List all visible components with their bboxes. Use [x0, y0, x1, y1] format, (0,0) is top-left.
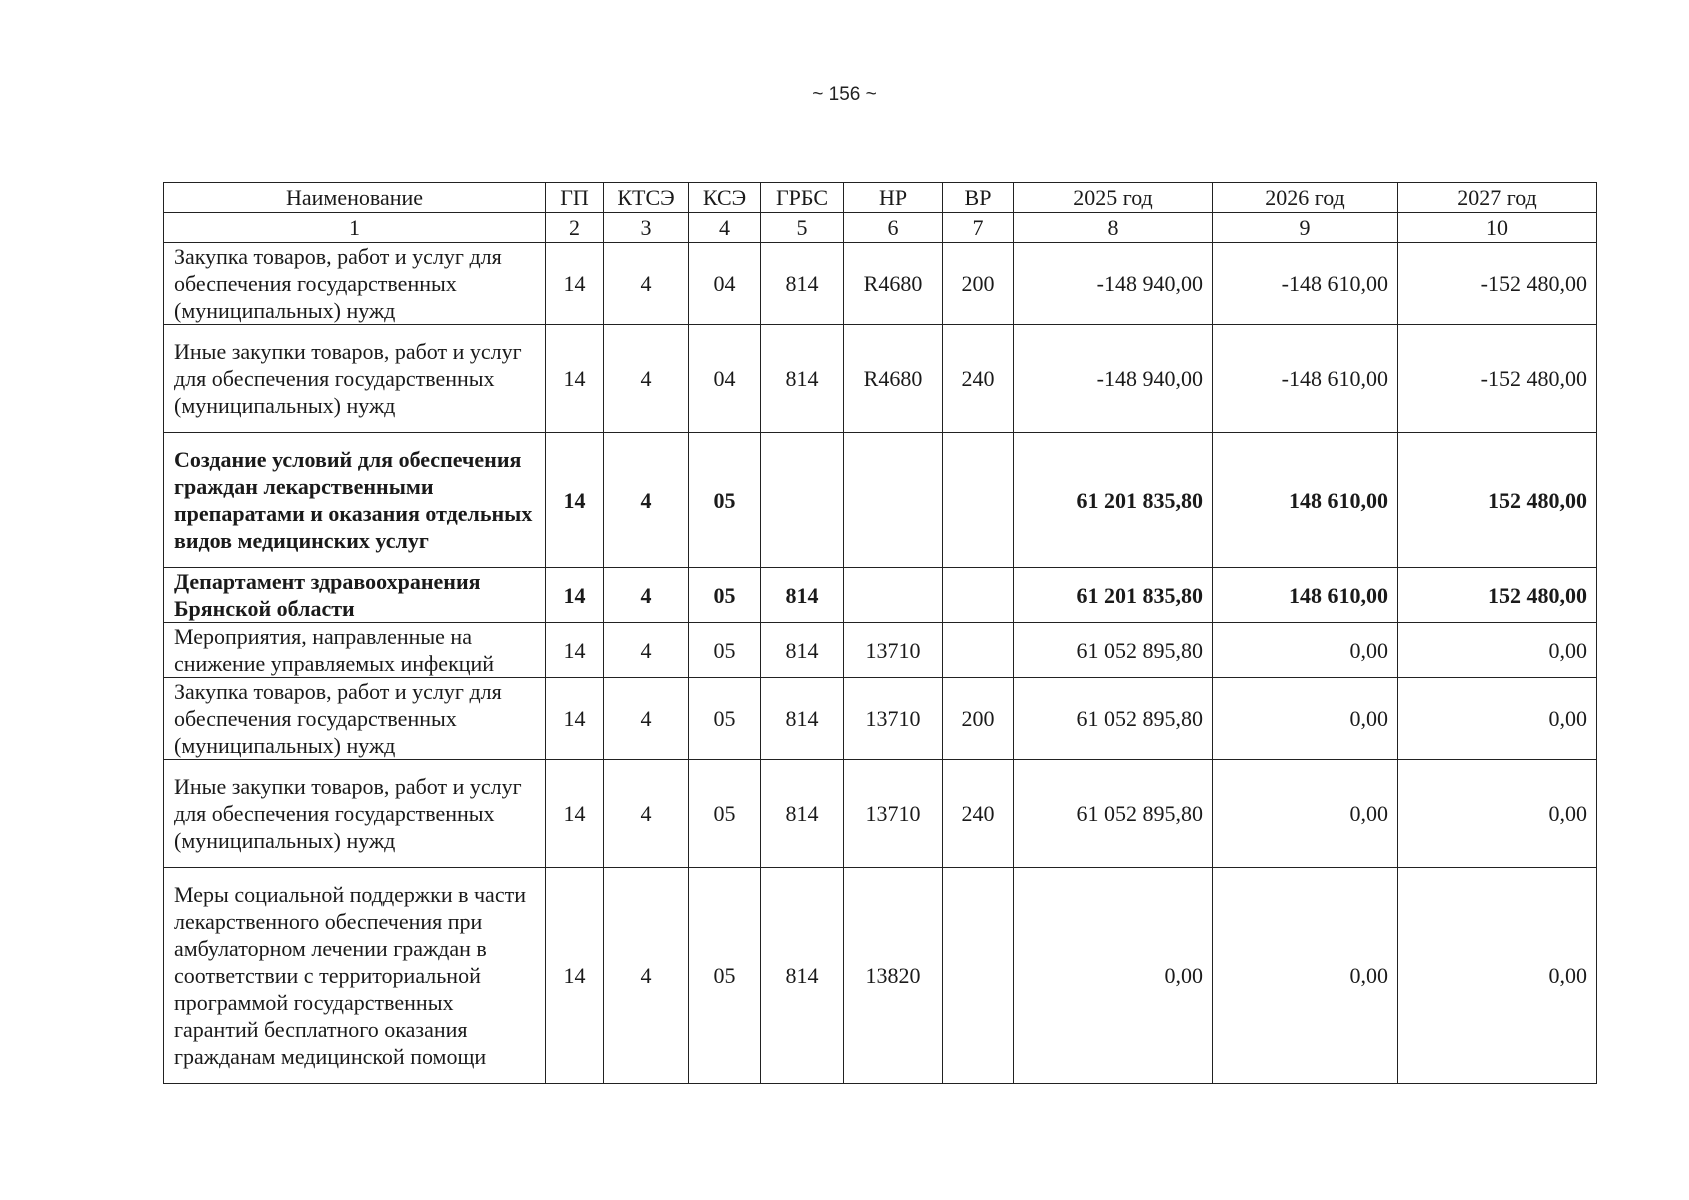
cell-2026: 0,00	[1213, 678, 1398, 760]
cell-nr: R4680	[844, 243, 943, 325]
cell-2025: 61 052 895,80	[1014, 623, 1213, 678]
table-row	[164, 868, 1597, 1084]
cell-2027: 152 480,00	[1398, 568, 1597, 623]
page-number: ~ 156 ~	[812, 84, 877, 105]
header-2025: 2025 год	[1014, 183, 1213, 213]
cell-vr: 200	[943, 243, 1014, 325]
cell-ktse: 4	[604, 623, 689, 678]
column-number: 10	[1398, 213, 1597, 243]
cell-nr: 13710	[844, 760, 943, 868]
table-row	[164, 325, 1597, 433]
cell-name: Иные закупки товаров, работ и услуг для обеспечения государственных (муниципальных) нужд	[164, 325, 546, 433]
column-number: 6	[844, 213, 943, 243]
cell-2025: 61 052 895,80	[1014, 760, 1213, 868]
cell-name: Мероприятия, направленные на снижение управляемых инфекций	[164, 623, 546, 678]
cell-2025: 61 052 895,80	[1014, 678, 1213, 760]
column-number: 2	[546, 213, 604, 243]
cell-grbs: 814	[761, 760, 844, 868]
table-row	[164, 678, 1597, 760]
table-row	[164, 433, 1597, 568]
cell-gp: 14	[546, 325, 604, 433]
cell-2026: -148 610,00	[1213, 325, 1398, 433]
header-ktse: КТСЭ	[604, 183, 689, 213]
cell-2026: 148 610,00	[1213, 568, 1398, 623]
budget-table	[163, 182, 1597, 1084]
cell-gp: 14	[546, 243, 604, 325]
cell-name: Создание условий для обеспечения граждан лекарственными препаратами и оказания отдельных видов медицинских услуг	[164, 433, 546, 568]
cell-name: Закупка товаров, работ и услуг для обеспечения государственных (муниципальных) нужд	[164, 243, 546, 325]
cell-nr	[844, 568, 943, 623]
cell-nr: R4680	[844, 325, 943, 433]
cell-2025: -148 940,00	[1014, 243, 1213, 325]
column-number: 1	[164, 213, 546, 243]
cell-2025: 0,00	[1014, 868, 1213, 1084]
column-number: 4	[689, 213, 761, 243]
cell-nr	[844, 433, 943, 568]
cell-kse: 04	[689, 325, 761, 433]
cell-grbs: 814	[761, 243, 844, 325]
header-nr: НР	[844, 183, 943, 213]
cell-ktse: 4	[604, 760, 689, 868]
table-row	[164, 243, 1597, 325]
header-vr: ВР	[943, 183, 1014, 213]
cell-kse: 05	[689, 568, 761, 623]
table-body	[164, 243, 1597, 1084]
cell-ktse: 4	[604, 568, 689, 623]
cell-vr: 240	[943, 760, 1014, 868]
cell-gp: 14	[546, 868, 604, 1084]
cell-grbs: 814	[761, 868, 844, 1084]
cell-kse: 05	[689, 868, 761, 1084]
table-row	[164, 760, 1597, 868]
cell-kse: 05	[689, 678, 761, 760]
cell-2026: -148 610,00	[1213, 243, 1398, 325]
column-number: 5	[761, 213, 844, 243]
cell-gp: 14	[546, 568, 604, 623]
cell-2026: 0,00	[1213, 623, 1398, 678]
cell-kse: 05	[689, 623, 761, 678]
header-name: Наименование	[164, 183, 546, 213]
cell-nr: 13710	[844, 678, 943, 760]
cell-name: Меры социальной поддержки в части лекарственного обеспечения при амбулаторном лечении граждан в соответствии с территориальной программой государственных гарантий бесплатного оказания гражданам медицинской помощи	[164, 868, 546, 1084]
cell-grbs	[761, 433, 844, 568]
header-row	[164, 183, 1597, 213]
cell-2027: 0,00	[1398, 760, 1597, 868]
header-grbs: ГРБС	[761, 183, 844, 213]
cell-gp: 14	[546, 623, 604, 678]
cell-nr: 13710	[844, 623, 943, 678]
cell-grbs: 814	[761, 678, 844, 760]
cell-kse: 05	[689, 760, 761, 868]
header-2027: 2027 год	[1398, 183, 1597, 213]
column-number-row	[164, 213, 1597, 243]
cell-2026: 0,00	[1213, 868, 1398, 1084]
cell-2027: 0,00	[1398, 868, 1597, 1084]
cell-kse: 05	[689, 433, 761, 568]
cell-ktse: 4	[604, 868, 689, 1084]
cell-2027: 0,00	[1398, 623, 1597, 678]
cell-gp: 14	[546, 678, 604, 760]
cell-2025: -148 940,00	[1014, 325, 1213, 433]
cell-2027: -152 480,00	[1398, 325, 1597, 433]
column-number: 8	[1014, 213, 1213, 243]
cell-ktse: 4	[604, 433, 689, 568]
table-row	[164, 568, 1597, 623]
header-2026: 2026 год	[1213, 183, 1398, 213]
cell-grbs: 814	[761, 325, 844, 433]
cell-name: Иные закупки товаров, работ и услуг для обеспечения государственных (муниципальных) нужд	[164, 760, 546, 868]
cell-2026: 148 610,00	[1213, 433, 1398, 568]
cell-name: Департамент здравоохранения Брянской области	[164, 568, 546, 623]
cell-2025: 61 201 835,80	[1014, 568, 1213, 623]
cell-2026: 0,00	[1213, 760, 1398, 868]
cell-ktse: 4	[604, 243, 689, 325]
cell-grbs: 814	[761, 568, 844, 623]
cell-vr	[943, 868, 1014, 1084]
cell-2027: -152 480,00	[1398, 243, 1597, 325]
table-row	[164, 623, 1597, 678]
cell-gp: 14	[546, 433, 604, 568]
cell-ktse: 4	[604, 325, 689, 433]
cell-vr	[943, 568, 1014, 623]
cell-kse: 04	[689, 243, 761, 325]
column-number: 3	[604, 213, 689, 243]
table-header	[164, 183, 1597, 243]
cell-grbs: 814	[761, 623, 844, 678]
header-kse: КСЭ	[689, 183, 761, 213]
cell-name: Закупка товаров, работ и услуг для обеспечения государственных (муниципальных) нужд	[164, 678, 546, 760]
cell-nr: 13820	[844, 868, 943, 1084]
column-number: 9	[1213, 213, 1398, 243]
cell-ktse: 4	[604, 678, 689, 760]
cell-gp: 14	[546, 760, 604, 868]
header-gp: ГП	[546, 183, 604, 213]
cell-vr	[943, 623, 1014, 678]
column-number: 7	[943, 213, 1014, 243]
cell-vr	[943, 433, 1014, 568]
cell-2025: 61 201 835,80	[1014, 433, 1213, 568]
cell-2027: 0,00	[1398, 678, 1597, 760]
cell-2027: 152 480,00	[1398, 433, 1597, 568]
cell-vr: 200	[943, 678, 1014, 760]
cell-vr: 240	[943, 325, 1014, 433]
